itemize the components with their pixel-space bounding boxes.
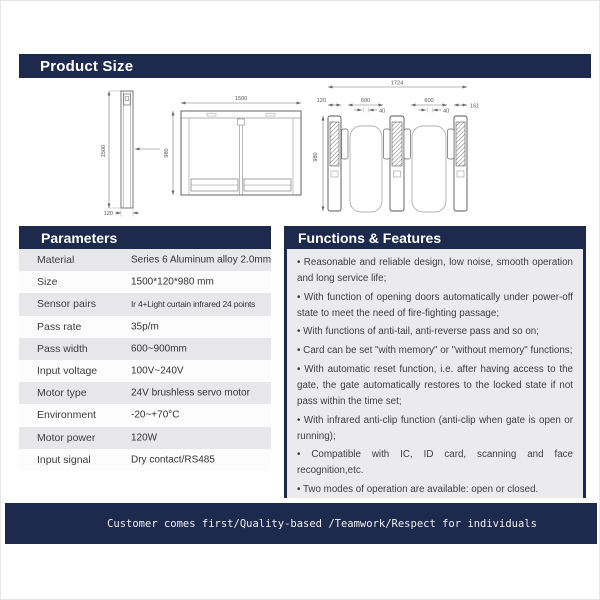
param-value: 35p/m [131, 321, 159, 333]
dim-front-height: 980 [164, 148, 170, 158]
dim-lane-total: 1724 [390, 80, 404, 87]
table-row [19, 293, 271, 315]
param-label: Sensor pairs [37, 298, 96, 311]
footer-banner [5, 503, 597, 544]
feature-item: • Two modes of operation are available: open or closed. [297, 482, 573, 498]
product-size-header [19, 54, 591, 78]
pedestal-center [384, 116, 411, 211]
param-label: Motor type [37, 387, 87, 400]
param-label: Pass rate [37, 320, 82, 333]
table-row [19, 338, 271, 360]
table-row [19, 449, 271, 471]
param-value: Dry contact/RS485 [131, 454, 215, 466]
dim-lane-passage2: 600 [424, 98, 434, 104]
param-value: 600~900mm [131, 343, 187, 355]
side-view-drawing [101, 91, 160, 217]
param-value: 100V~240V [131, 365, 184, 377]
param-label: Environment [37, 409, 96, 422]
table-row [19, 249, 271, 271]
feature-item: • With automatic reset function, i.e. after having access to the gate, the gate automatically restores to the locked state if not pass within the time set; [297, 362, 573, 410]
dim-lane-height: 980 [313, 152, 319, 162]
param-value: 1500*120*980 mm [131, 276, 214, 288]
front-view-drawing [164, 96, 301, 195]
table-row [19, 271, 271, 293]
dim-front-width: 1500 [234, 96, 248, 102]
feature-item: • Compatible with IC, ID card, scanning and face recognition,etc. [297, 447, 573, 479]
table-row [19, 427, 271, 449]
table-row [19, 360, 271, 382]
dim-lane-passage1: 600 [360, 98, 371, 104]
dim-side-height: 1500 [101, 144, 107, 158]
param-label: Input voltage [37, 365, 98, 378]
param-label: Material [37, 254, 75, 267]
table-row [19, 404, 271, 426]
product-size-title: Product Size [40, 57, 134, 75]
parameters-table [19, 249, 271, 471]
param-value: Ir 4+Light curtain infrared 24 points [131, 299, 256, 310]
param-label: Size [37, 276, 58, 289]
param-value: 24V brushless servo motor [131, 387, 250, 399]
table-row [19, 316, 271, 338]
feature-item: • With infrared anti-clip function (anti-clip when gate is open or running); [297, 413, 573, 445]
pedestal-left [328, 116, 348, 211]
feature-item: • With functions of anti-tail, anti-reverse pass and so on; [297, 324, 573, 340]
param-label: Pass width [37, 342, 88, 355]
features-title: Functions & Features [298, 229, 442, 246]
param-label: Input signal [37, 453, 91, 466]
features-list [284, 249, 586, 498]
dim-lane-left-pedestal: 120 [316, 98, 326, 104]
feature-item: • Reasonable and reliable design, low noise, smooth operation and long service life; [297, 255, 573, 287]
features-header [284, 226, 586, 249]
lane-view-drawing [313, 81, 479, 213]
dimension-drawings [19, 79, 583, 219]
dim-side-width: 120 [103, 211, 113, 218]
feature-item: • With function of opening doors automatically under power-off state to meet the need of fire-fighting passage; [297, 290, 573, 322]
param-value: -20~+70°C [131, 409, 180, 421]
param-label: Motor power [37, 431, 96, 444]
table-row [19, 382, 271, 404]
dim-lane-right-pedestal: 161 [470, 103, 480, 110]
parameters-title: Parameters [41, 229, 118, 246]
dim-lane-gap2: 40 [443, 108, 450, 115]
dim-lane-gap1: 40 [379, 108, 386, 115]
param-value: 120W [131, 432, 158, 444]
pedestal-right [448, 116, 468, 211]
param-value: Series 6 Aluminum alloy 2.0mm [131, 254, 272, 266]
feature-item: • Card can be set "with memory" or "without memory" functions; [297, 343, 573, 359]
footer-slogan: Customer comes first/Quality-based /Teamwork/Respect for individuals [107, 517, 537, 530]
parameters-header [19, 226, 271, 249]
